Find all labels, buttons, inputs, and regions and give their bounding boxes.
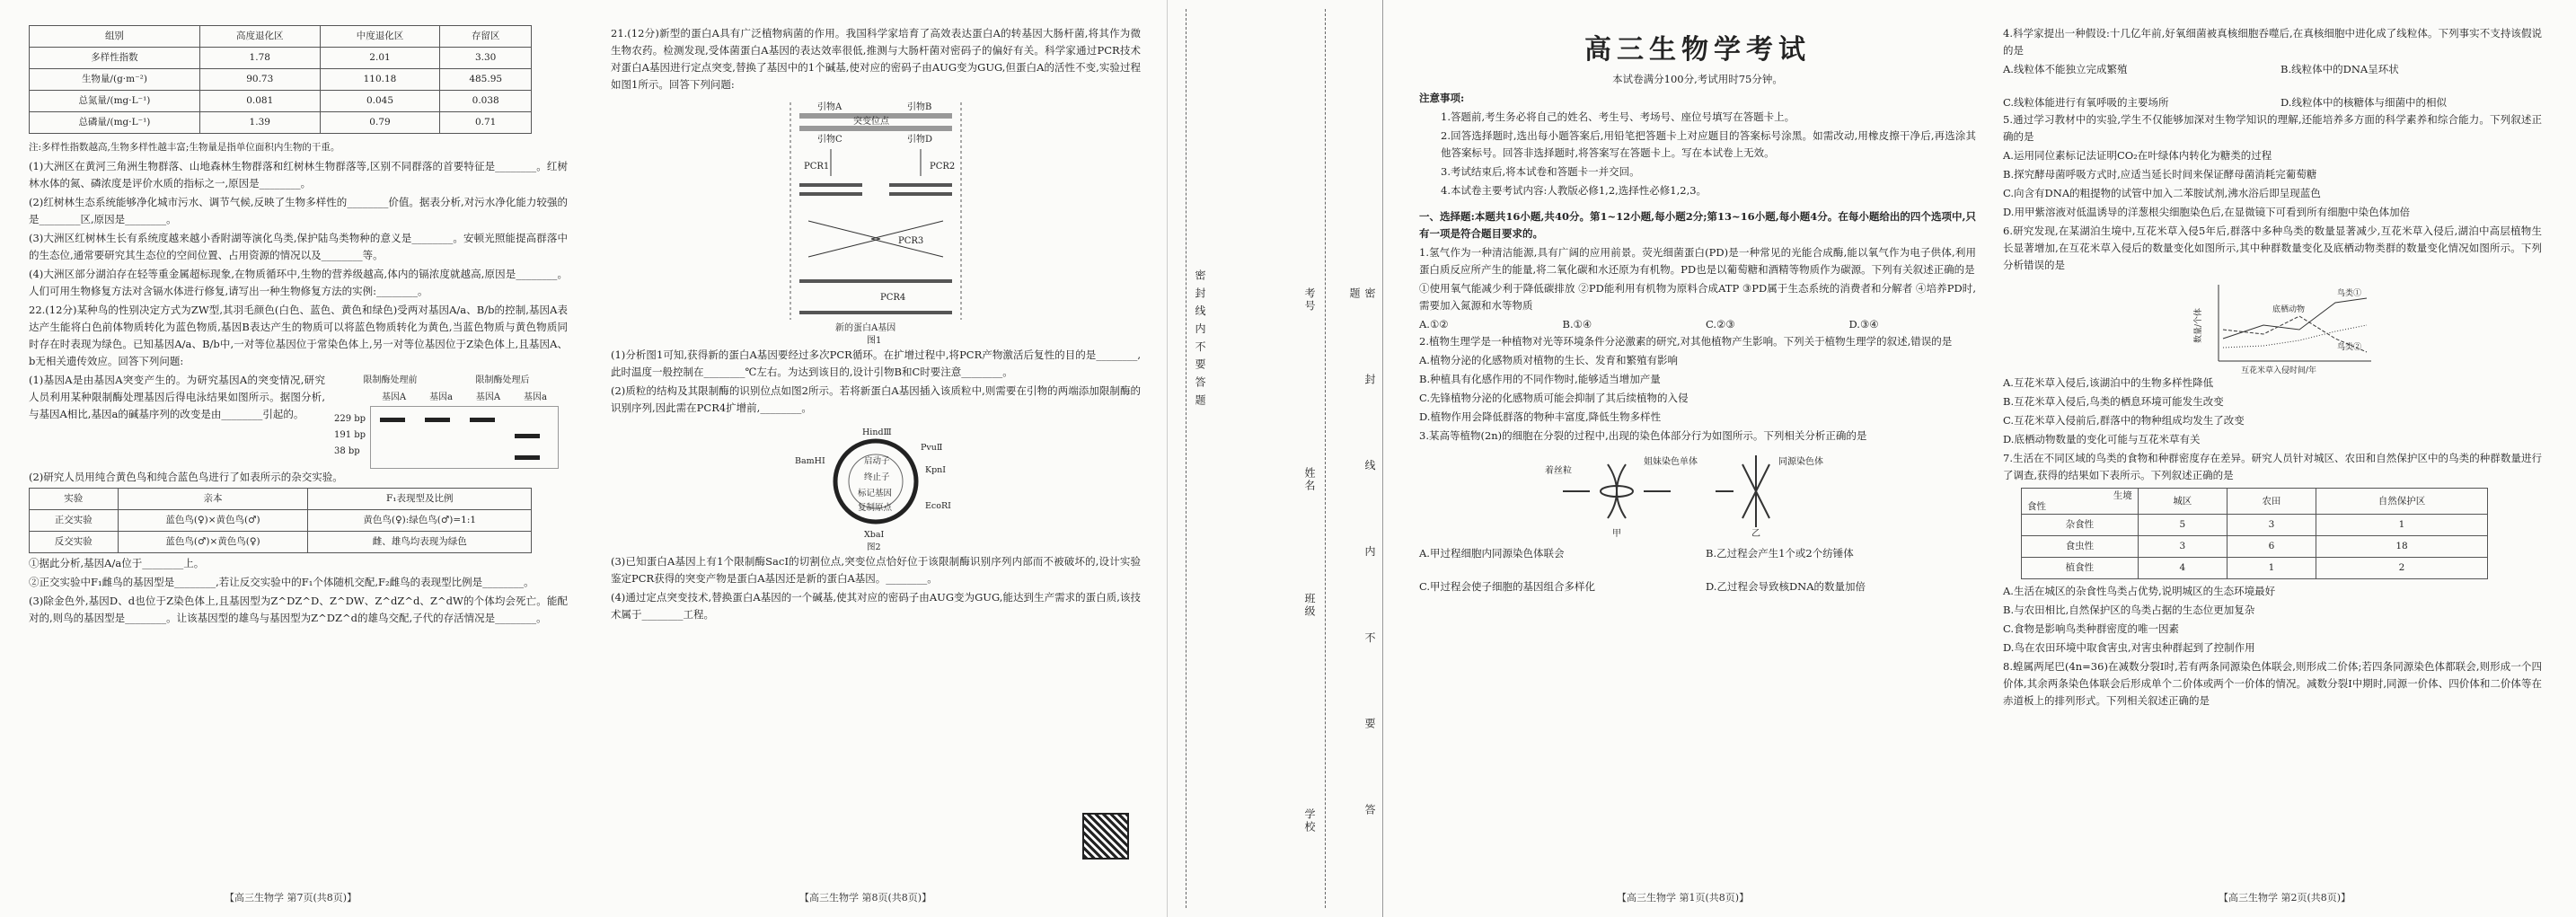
plasmid-diagram [611,419,1141,553]
seal-warning-repeat: 密 封 线 内 不 要 答 题 [1348,287,1376,851]
page-1-footer: 【高三生物学 第1页(共8页)】 [1617,892,1750,904]
table-cell: 杂食性 [2022,515,2139,536]
table-header: 亲本 [118,489,308,510]
name-label: 姓名 [1303,467,1316,492]
table-header: 农田 [2227,489,2316,515]
table-cell: 4 [2138,558,2227,579]
table-header: 存留区 [440,26,532,48]
table-header: F₁表现型及比例 [308,489,532,510]
invasion-line-chart [2003,276,2542,375]
table-row [30,69,532,91]
table-cell: 总磷量/(mg·L⁻¹) [30,112,200,134]
option-a: A.互花米草入侵后,该湖泊中的生物多样性降低 [2003,376,2214,389]
question-21-2: (2)质粒的结构及其限制酶的识别位点如图2所示。若将新蛋白A基因插入该质粒中,则需要在引物的两端添加限制酶的识别序列,因此需在PCR4扩增前,________。 [611,384,1141,414]
table-cell: 食虫性 [2022,536,2139,558]
dna-strand [799,279,952,283]
question-1-items: ①使用氧气能减少利于降低碳排放 ②PD能利用有机物为原料合成ATP ③PD属于生态系统的消费者和分解者 ④培养PD时,需要加入氮源和水等物质 [1419,282,1976,312]
gel-lane-label: 基因A [475,392,501,402]
table-header-row [2022,489,2488,515]
exam-title: 高三生物学考试 [1584,34,1811,66]
table-cell: 0.038 [440,91,532,112]
gel-size-label: 191 bp [334,430,366,440]
question-8: 8.蝗属两尾巴(4n=36)在减数分裂I时,若有两条同源染色体联会,则形成二价体;若四条同源染色体都联会,则形成一个四价体,其余两条染色体联会后形成单个二价体或两个一价体的情况。减数分裂I中期时,同源一价体、四价体和二价体等在赤道板上的排列形式。下列相关叙述正确的是 [2003,660,2542,707]
pcr-strands [790,102,961,320]
table-header-row [30,26,532,48]
table-cell: 1.39 [199,112,320,134]
table-row [30,532,532,553]
new-gene-label: 新的蛋白A基因 [835,323,896,333]
exam-number-label: 考号 [1303,287,1316,313]
table-cell: 0.79 [320,112,440,134]
option-b: B.乙过程会产生1个或2个纺锤体 [1706,547,1854,560]
table-cell: 1 [2227,558,2316,579]
option-b: B.种植具有化感作用的不同作物时,能够适当增加产量 [1419,373,1661,385]
notice-item: 4.本试卷主要考试内容:人教版必修1,2,选择性必修1,2,3。 [1441,184,1707,197]
question-5: 5.通过学习教材中的实验,学生不仅能够加深对生物学知识的理解,还能培养多方面的科学素养和综合能力。下列叙述正确的是 [2003,113,2542,143]
fold-line [1186,9,1187,908]
gel-band [515,434,540,438]
label-yi: 乙 [1751,529,1760,539]
gel-body [370,406,559,469]
option-a: A.植物分泌的化感物质对植物的生长、发育和繁殖有影响 [1419,354,1678,366]
table-cell: 485.95 [440,69,532,91]
corner-bottom-label: 食性 [2027,501,2046,512]
question-22-3: (3)除金色外,基因D、d也位于Z染色体上,且基因型为Z^DZ^D、Z^DW、Z^dZ^d、Z^dW的个体均会死亡。能配对的,则鸟的基因型是________。让该基因型的雄鸟与基因型为Z^DZ^d的雄鸟交配,子代的存活情况是________。 [29,595,568,624]
exam-sheet-right [1383,0,2576,917]
question-21-4: (4)通过定点突变技术,替换蛋白A基因的一个碱基,使其对应的密码子由AUG变为GUG,能达到生产需求的蛋白质,该技术属于________工程。 [611,591,1141,621]
gel-size-markers [334,411,366,460]
table-cell: 1.78 [199,48,320,69]
gel-headers [334,372,559,389]
terminator-label: 终止子 [864,472,890,482]
question-21-4: (4)大洲区部分湖泊存在轻等重金属超标现象,在物质循环中,生物的营养级越高,体内的镉浓度就越高,原因是________。人们可用生物修复方法对含镉水体进行修复,请写出一种生物修复方法的实例:________。 [29,268,568,297]
table-cell: 多样性指数 [30,48,200,69]
question-3: 3.某高等植物(2n)的细胞在分裂的过程中,出现的染色体部分行为如图所示。下列相关分析正确的是 [1419,429,1867,442]
table-cell: 90.73 [199,69,320,91]
table-cell: 2 [2316,558,2488,579]
kpni-label: KpnⅠ [925,465,947,475]
table-cell: 0.71 [440,112,532,134]
gel-lane-label: 基因a [429,392,454,402]
question-22-2b: ②正交实验中F₁雌鸟的基因型是________,若让反交实验中的F₁个体随机交配,F₂雌鸟的表现型比例是________。 [29,576,534,588]
dna-strand [889,192,952,196]
dna-strand [889,183,952,187]
gel-header-before: 限制酶处理前 [363,375,418,385]
table-row [2022,558,2488,579]
table-cell: 6 [2227,536,2316,558]
hindiii-label: HindⅢ [862,428,892,437]
table-cell: 正交实验 [30,510,119,532]
page-2-footer: 【高三生物学 第2页(共8页)】 [2219,892,2351,904]
gel-size-label: 38 bp [334,446,360,456]
option-a: A.甲过程细胞内同源染色体联会 [1419,547,1565,560]
chromosome-arm [1617,464,1626,518]
option-d: D.植物作用会降低群落的物种丰富度,降低生物多样性 [1419,410,1662,423]
option-d: D.底栖动物数量的变化可能与互花米草有关 [2003,433,2201,445]
notice-item: 3.考试结束后,将本试卷和答题卡一并交回。 [1441,165,1640,178]
q22-1-block [29,372,568,469]
binding-strip [1168,0,1383,917]
seal-line [1325,9,1326,908]
legend-item: 底栖动物 [2272,305,2306,314]
option-a: A.①② [1419,318,1449,331]
gel-band [470,418,495,422]
question-2: 2.植物生理学是一种植物对光等环境条件分泌激素的研究,对其他植物产生影响。下列关于植物生理学的叙述,错误的是 [1419,335,1953,348]
question-22-2: (2)研究人员用纯合黄色鸟和纯合蓝色鸟进行了如表所示的杂交实验。 [29,471,343,483]
school-label: 学校 [1303,808,1316,833]
table-row [30,112,532,134]
primer-d-label: 引物D [907,135,933,145]
qr-code [1082,813,1129,860]
x-axis-label: 互花米草入侵时间/年 [2241,366,2317,375]
question-21-2: (2)红树林生态系统能够净化城市污水、调节气候,反映了生物多样性的________价值。据表分析,对污水净化能力较强的是________区,原因是________。 [29,196,568,225]
question-21-1: (1)分析图1可知,获得新的蛋白A基因要经过多次PCR循环。在扩增过程中,将PCR产物激活后复性的目的是________,此时温度一般控制在________℃左右。为达到该目的,设计引物B和C时要注意________。 [611,348,1141,378]
figure-1-caption: 图1 [867,336,882,346]
table-row [30,91,532,112]
table-cell: 0.081 [199,91,320,112]
marker-gene-label: 标记基因 [858,489,893,498]
table-cell: 1 [2316,515,2488,536]
table-row [30,510,532,532]
cross-experiment-table [29,488,532,553]
pcr4-label: PCR4 [880,293,906,303]
option-b: B.与农田相比,自然保护区的鸟类占据的生态位更加复杂 [2003,604,2255,616]
pcr-mutation-diagram [611,95,1141,347]
mutation-site-label: 突变位点 [853,117,889,127]
question-7: 7.生活在不同区域的鸟类的食物和种群密度存在差异。研究人员针对城区、农田和自然保护区中的鸟类的种群数量进行了调查,获得的结果如下表所示。下列叙述正确的是 [2003,452,2542,481]
seal-warning: 密 封 线 内 不 要 答 题 [1194,269,1206,407]
chromatid-label: 姐妹染色单体 [1644,457,1698,467]
option-d: D.用甲紫溶液对低温诱导的洋葱根尖细胞染色后,在显微镜下可看到所有细胞中染色体加倍 [2003,206,2411,218]
exam-sheet-left [0,0,1168,917]
chromosome-drawing-b [1716,455,1769,527]
chromosome-arm [1608,464,1617,518]
annealing-lines [808,221,880,257]
page-7 [29,25,568,629]
centromere-label: 着丝粒 [1545,466,1572,476]
label-jia: 甲 [1612,529,1621,539]
table-cell: 3 [2227,515,2316,536]
section-1-heading: 一、选择题:本题共16小题,共40分。第1~12小题,每小题2分;第13~16小题,每小题4分。在每小题给出的四个选项中,只有一项是符合题目要求的。 [1419,210,1976,240]
table-cell: 3 [2138,536,2227,558]
notice-heading: 注意事项: [1419,92,1465,104]
dna-strand [799,192,862,196]
question-4-options [2003,61,2542,111]
xbai-label: XbaⅠ [864,530,885,540]
option-d: D.乙过程会导致核DNA的数量加倍 [1706,580,1866,593]
option-d: D.③④ [1848,318,1879,331]
primer-c-label: 引物C [817,135,842,145]
pcr2-label: PCR2 [930,162,956,172]
table-cell: 110.18 [320,69,440,91]
table-row [2022,536,2488,558]
notice-item: 1.答题前,考生务必将自己的姓名、考生号、考场号、座位号填写在答题卡上。 [1441,110,1795,123]
option-c: C.互花米草入侵前后,群落中的物种组成均发生了改变 [2003,414,2245,427]
option-c: C.线粒体能进行有氧呼吸的主要场所 [2003,96,2169,109]
option-b: B.①④ [1562,318,1592,331]
table-header-row [30,489,532,510]
page-8 [611,25,1141,625]
legend-item: 鸟类② [2337,343,2362,352]
question-22-1: (1)基因A是由基因A突变产生的。为研究基因A的突变情况,研究人员利用某种限制酶处理基因后得电泳结果如图所示。据图分析,与基因A相比,基因a的碱基序列的改变是由________引起的。 [29,374,325,420]
question-3-options [1419,545,1976,595]
table-cell: 3.30 [440,48,532,69]
table-cell: 5 [2138,515,2227,536]
table-row [2022,515,2488,536]
page-1 [1419,25,1976,595]
ecori-label: EcoRⅠ [925,501,951,511]
table-cell: 反交实验 [30,532,119,553]
origin-label: 复制原点 [858,503,893,513]
table-corner-cell [2022,489,2139,515]
gel-header-after: 限制酶处理后 [475,375,530,385]
option-c: C.甲过程会使子细胞的基因组合多样化 [1419,580,1596,593]
page-7-footer: 【高三生物学 第7页(共8页)】 [225,892,357,904]
pcr3-label: PCR3 [898,236,924,246]
question-21-3: (3)大洲区红树林生长有系统度越来越小香附湖等演化鸟类,保护陆鸟类物种的意义是________。安顿光照能提高群落中的生态位,通常要研究其生态位的空间位置、占用资源的情况以及________等。 [29,232,568,261]
page-2 [2003,25,2542,711]
question-22-2a: ①据此分析,基因A/a位于________上。 [29,557,205,569]
table-note: 注:多样性指数越高,生物多样性越丰富;生物量是指单位面积内生物的干重。 [29,142,340,153]
question-21: 21.(12分)新型的蛋白A具有广泛植物病菌的作用。我国科学家培育了高效表达蛋白A的转基因大肠杆菌,将其作为微生物农药。检测发现,受体菌蛋白A基因的表达效率很低,推测与大肠杆菌对密码子的偏好有关。科学家通过PCR技术对蛋白A基因进行定点突变,替换了基因中的1个碱基,使对应的密码子由AUG变为GUG,但蛋白A的活性不变,实验过程如图1所示。回答下列问题: [611,27,1141,91]
table-cell: 蓝色鸟(♂)×黄色鸟(♀) [118,532,308,553]
table-cell: 雌、雄鸟均表现为绿色 [308,532,532,553]
gel-band [380,418,405,422]
chromosome-drawing-a [1563,464,1671,518]
table-cell: 植食性 [2022,558,2139,579]
pcr1-label: PCR1 [804,162,830,172]
bird-habitat-table [2021,488,2488,579]
question-4: 4.科学家提出一种假设:十几亿年前,好氧细菌被真核细胞吞噬后,在真核细胞中进化成了线粒体。下列事实不支持该假说的是 [2003,27,2542,57]
exam-subtitle: 本试卷满分100分,考试用时75分钟。 [1612,73,1783,85]
table-header: 高度退化区 [199,26,320,48]
question-21-3: (3)已知蛋白A基因上有1个限制酶SacⅠ的切割位点,突变位点恰好位于该限制酶识别序列内部而不被破坏的,设计实验鉴定PCR获得的突变产物是蛋白A基因还是新的蛋白A基因。________。 [611,555,1141,585]
gel-size-label: 229 bp [334,414,366,424]
figure-2-caption: 图2 [867,542,881,552]
option-b: B.探究酵母菌呼吸方式时,应适当延长时间来保证酵母菌消耗完葡萄糖 [2003,168,2317,181]
primer-b-label: 引物B [907,102,932,112]
option-a: A.运用同位素标记法证明CO₂在叶绿体内转化为糖类的过程 [2003,149,2272,162]
table-cell: 蓝色鸟(♀)×黄色鸟(♂) [118,510,308,532]
gel-lane-label: 基因A [381,392,407,402]
question-1-options [1419,316,1976,333]
table-header: 组别 [30,26,200,48]
option-c: C.②③ [1706,318,1735,331]
chromosome-labels [1545,455,1823,539]
gel-band [515,455,540,460]
table-cell: 黄色鸟(♀):绿色鸟(♂)=1:1 [308,510,532,532]
class-label: 班级 [1303,593,1316,618]
table-header: 城区 [2138,489,2227,515]
table-cell: 18 [2316,536,2488,558]
plasmid-labels [795,428,951,552]
table-header: 自然保护区 [2316,489,2488,515]
option-a: A.生活在城区的杂食性鸟类占优势,说明城区的生态环境最好 [2003,585,2276,597]
option-d: D.线粒体中的核糖体与细菌中的相似 [2280,96,2447,109]
table-cell: 生物量/(g·m⁻²) [30,69,200,91]
homolog-label: 同源染色体 [1778,457,1823,467]
table-cell: 总氮量/(mg·L⁻¹) [30,91,200,112]
table-cell: 2.01 [320,48,440,69]
table-header: 中度退化区 [320,26,440,48]
table-header: 实验 [30,489,119,510]
question-22: 22.(12分)某种鸟的性别决定方式为ZW型,其羽毛颜色(白色、蓝色、黄色和绿色)受两对基因A/a、B/b的控制,基因A表达产生能将白色前体物质转化为蓝色物质,基因B表达产生的物质可以将蓝色物质转化为黄色,当蓝色物质与黄色物质同时存在时表现为绿色。已知基因A/a、B/b中,一对等位基因位于常染色体上,另一对等位基因位于Z染色体上,且基因A、b无相关遗传效应。回答下列问题: [29,304,568,367]
promoter-label: 启动子 [864,456,890,466]
option-a: A.线粒体不能独立完成繁殖 [2003,63,2128,75]
pvuii-label: PvuⅡ [921,443,943,453]
gel-electrophoresis-figure [334,372,559,469]
chromosome-figure [1419,446,1976,545]
option-b: B.线粒体中的DNA呈环状 [2280,63,2399,75]
gel-lane-label: 基因a [524,392,548,402]
question-6: 6.研究发现,在某湖泊生境中,互花米草入侵5年后,群落中多种鸟类的数量显著减少,互花米草入侵后,湖泊中高层植物生长显著增加,在互花米草入侵后的数量变化如图所示,其中种群数量变化及底栖动物类群的数量变化情况如图所示。下列分析错误的是 [2003,225,2542,271]
question-21-1: (1)大洲区在黄河三角洲生物群落、山地森林生物群落和红树林生物群落等,区别不同群落的首要特征是________。红树林水体的氮、磷浓度是评价水质的指标之一,原因是________。 [29,160,568,190]
option-d: D.鸟在农田环境中取食害虫,对害虫种群起到了控制作用 [2003,641,2255,654]
question-1: 1.氢气作为一种清洁能源,具有广阔的应用前景。荧光细菌蛋白(PD)是一种常见的光能合成酶,能以氧气作为电子供体,利用蛋白质反应所产生的能量,将二氧化碳和水还原为有机物。PD也是以葡萄糖和酒精等物质作为碳源。下列有关叙述正确的是 [1419,246,1976,276]
option-c: C.向含有DNA的粗提物的试管中加入二苯胺试剂,沸水浴后即呈现蓝色 [2003,187,2321,199]
table-cell: 0.045 [320,91,440,112]
page-8-footer: 【高三生物学 第8页(共8页)】 [799,892,932,904]
legend-item: 鸟类① [2337,289,2362,298]
option-c: C.食物是影响鸟类种群密度的唯一因素 [2003,622,2180,635]
habitat-data-table [29,25,532,134]
corner-top-label: 生境 [2113,490,2132,501]
dna-strand [799,311,952,314]
gel-band [425,418,450,422]
y-axis-label: 数量/个体 [2194,307,2203,343]
option-c: C.先锋植物分泌的化感物质可能会抑制了其后续植物的入侵 [1419,392,1689,404]
dna-strand [799,183,862,187]
table-row [30,48,532,69]
gel-lanes [370,389,559,406]
notice-item: 2.回答选择题时,选出每小题答案后,用铅笔把答题卡上对应题目的答案标号涂黑。如需改动,用橡皮擦干净后,再选涂其他答案标号。回答非选择题时,将答案写在答题卡上。写在本试卷上无效。 [1441,129,1976,159]
bamhi-label: BamHⅠ [795,456,825,466]
option-b: B.互花米草入侵后,鸟类的栖息环境可能发生改变 [2003,395,2224,408]
primer-a-label: 引物A [817,102,842,112]
